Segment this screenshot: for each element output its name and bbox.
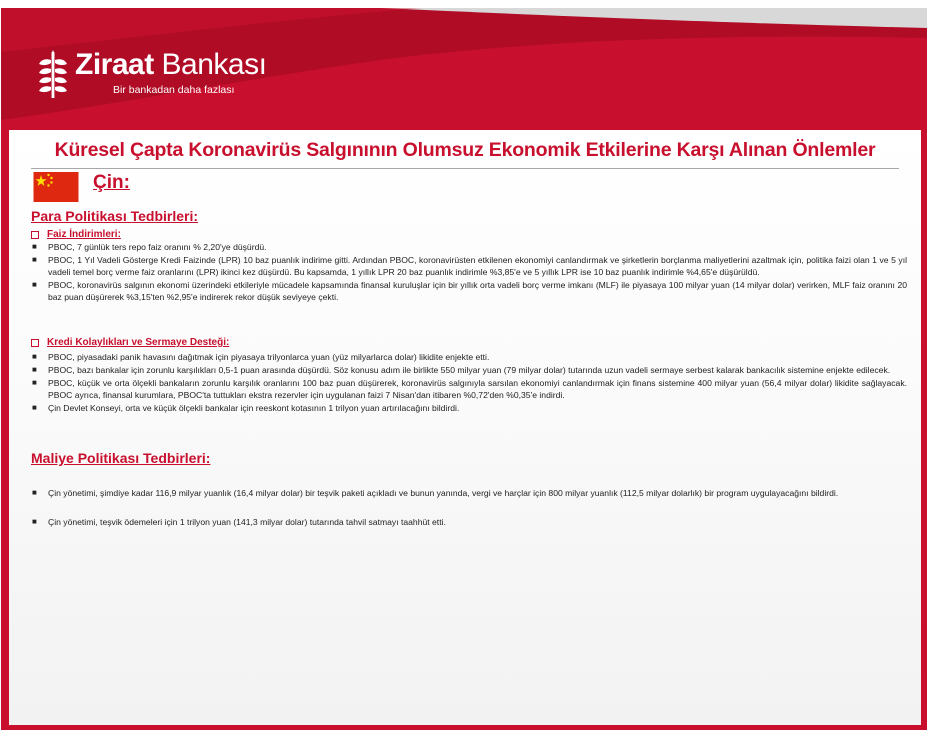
credit-support-list	[31, 351, 907, 415]
list-item: ■ PBOC, 1 Yıl Vadeli Gösterge Kredi Faizinde (LPR) 10 baz puanlık indirime gitti. Ardından PBOC, koronavirüsten etkilenen ekonomiyi canlandırmak ve şirketlerin borçlanma maliyetlerini azaltmak için, politika faizi olan 1 ve 5 yıl vadeli temel borç verme faiz oranlarını (LPR) ikinci kez düşürdü. Bu kapsamda, 1 yıllık LPR 20 baz puanlık indirimle %3,85'e ve 5 yıllık LPR ise 10 baz puanlık indirimle %4,65'e düşürüldü.	[32, 255, 907, 277]
wheat-ear-icon	[37, 48, 69, 100]
bullet-square-icon: ■	[32, 242, 37, 251]
list-item: ■ Çin yönetimi, teşvik ödemeleri için 1 trilyon yuan (141,3 milyar dolar) tutarında tahvil satmayı taahhüt etti.	[32, 517, 446, 527]
list-item: ■ PBOC, piyasadaki panik havasını dağıtmak için piyasaya trilyonlarca yuan (yüz milyarlarca dolar) likidite enjekte etti.	[32, 352, 490, 362]
country-heading: Çin:	[93, 172, 130, 193]
fiscal-policy-heading: Maliye Politikası Tedbirleri:	[31, 450, 211, 466]
bullet-square-icon: ■	[32, 352, 37, 361]
checkbox-square-icon	[31, 339, 39, 347]
content-panel	[9, 130, 921, 725]
bullet-square-icon: ■	[32, 365, 37, 374]
bullet-square-icon: ■	[32, 280, 37, 289]
ziraat-logo	[37, 48, 266, 100]
list-item: ■ PBOC, koronavirüs salgının ekonomi üzerindeki etkileriyle mücadele kapsamında finansal kuruluşlar için bir yıllık orta vadeli borç verme imkanı (MLF) ile piyasaya 100 milyar yuan (14 milyar dolar) verirken, MLF faiz oranını 20 baz puan düşürerek %3,15'ten %2,95'e indirerek rekor düşük seviyeye çekti.	[32, 280, 907, 302]
slide	[1, 8, 927, 730]
list-item: ■ PBOC, bazı bankalar için zorunlu karşılıkları 0,5-1 puan arasında düşürdü. Söz konusu adım ile birlikte 550 milyar yuan (79 milyar dolar) tutarında uzun vadeli sermaye serbest kalarak bankacılık sistemine enjekte edilecek.	[32, 365, 891, 375]
checkbox-square-icon	[31, 231, 39, 239]
bullet-square-icon: ■	[32, 403, 37, 412]
bullet-square-icon: ■	[32, 378, 37, 387]
fiscal-policy-list	[31, 487, 907, 545]
page-title: Küresel Çapta Koronavirüs Salgınının Olumsuz Ekonomik Etkilerine Karşı Alınan Önlemler	[54, 139, 876, 161]
bullet-square-icon: ■	[32, 488, 37, 497]
title-divider	[31, 168, 899, 169]
china-flag-icon	[31, 172, 81, 202]
bullet-square-icon: ■	[32, 255, 37, 264]
logo-wordmark: Ziraat Bankası	[75, 48, 267, 81]
list-item: ■ PBOC, 7 günlük ters repo faiz oranını % 2,20'ye düşürdü.	[32, 242, 267, 252]
list-item: ■ Çin yönetimi, şimdiye kadar 116,9 milyar yuanlık (16,4 milyar dolar) bir teşvik paketi açıkladı ve bunun yanında, vergi ve harçlar için 800 milyar yuanlık (112,5 milyar dolarlık) bir program uygulayacağını bildirdi.	[32, 488, 839, 498]
list-item: ■ Çin Devlet Konseyi, orta ve küçük ölçekli bankalar için reeskont kotasının 1 trilyon yuan artırılacağını bildirdi.	[32, 403, 460, 413]
credit-support-heading: Kredi Kolaylıkları ve Sermaye Desteği:	[31, 337, 229, 348]
rate-cuts-heading: Faiz İndirimleri:	[31, 229, 121, 240]
bullet-square-icon: ■	[32, 517, 37, 526]
list-item: ■ PBOC, küçük ve orta ölçekli bankaların zorunlu karşılık oranlarını 100 baz puan düşürerek, koronavirüs salgınıyla sarsılan ekonomiyi canlandırmak için finans sistemine 400 milyar yuan (56,4 milyar dolar) likidite sağlayacak. PBOC ayrıca, finansal kurumlara, PBOC'ta tuttukları ekstra rezervler için uygulanan faizi 7 Nisan'dan itibaren %0,72'den %0,35'e indirdi.	[32, 378, 907, 400]
monetary-policy-heading: Para Politikası Tedbirleri:	[31, 208, 199, 224]
logo-tagline: Bir bankadan daha fazlası	[113, 84, 235, 96]
rate-cuts-list	[31, 241, 907, 304]
